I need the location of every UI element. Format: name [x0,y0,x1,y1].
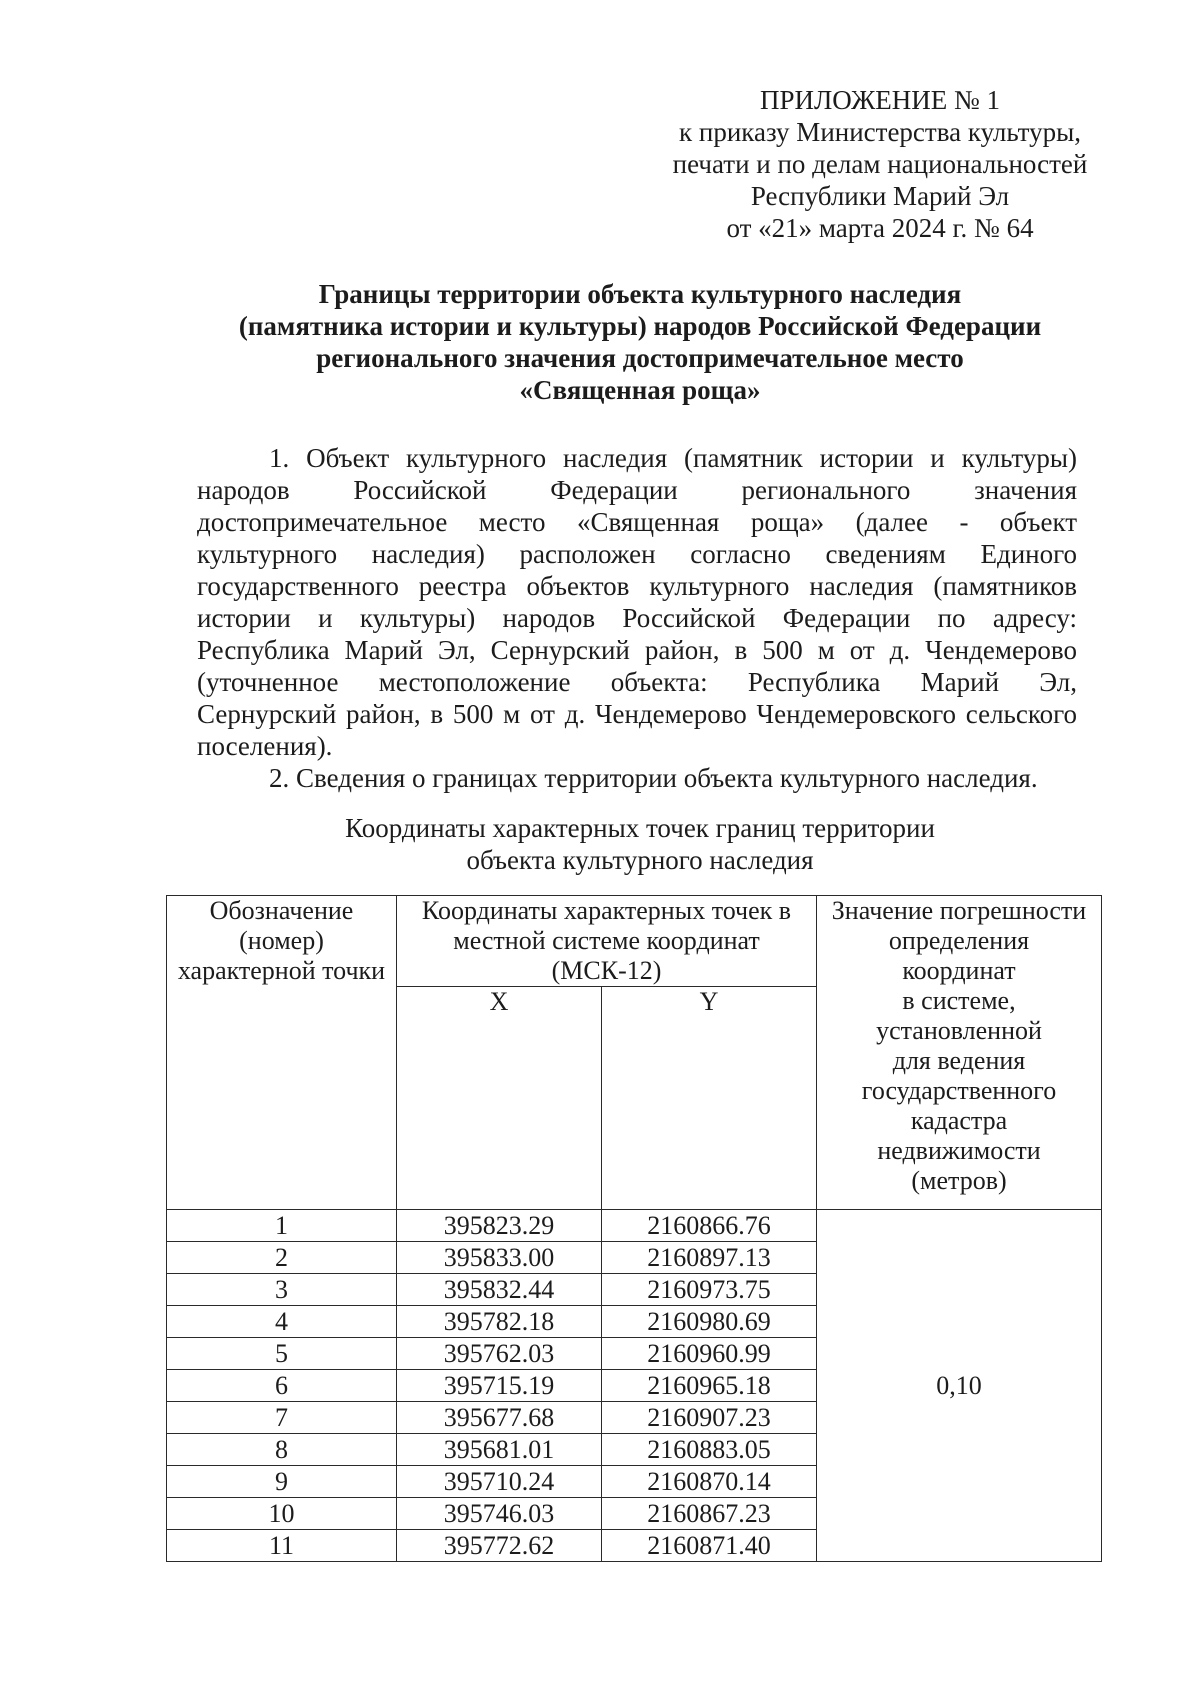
body-line: 1. Объект культурного наследия (памятник истории и культуры) [269,443,1077,473]
header-x: X [397,987,602,1210]
cell-x: 395762.03 [397,1338,602,1370]
body-line: государственного реестра объектов культурного наследия (памятников [197,571,1077,601]
appendix-line: к приказу Министерства культуры, [679,117,1081,147]
header-error-line: для ведения [892,1046,1026,1075]
header-error-line: Значение погрешности [831,896,1087,925]
body-line: достопримечательное место «Священная роща» (далее - объект [197,507,1077,537]
cell-number: 6 [167,1370,397,1402]
body-paragraphs [197,442,1077,794]
cell-number: 1 [167,1210,397,1242]
header-error-line: определения [888,926,1030,955]
cell-x: 395681.01 [397,1434,602,1466]
body-line: истории и культуры) народов Российской Федерации по адресу: [197,603,1077,633]
title-line: Границы территории объекта культурного наследия [318,279,962,309]
cell-y: 2160870.14 [602,1466,817,1498]
document-title [150,278,1130,406]
cell-number: 11 [167,1530,397,1562]
cell-x: 395833.00 [397,1242,602,1274]
cell-y: 2160980.69 [602,1306,817,1338]
caption-line: Координаты характерных точек границ территории [345,813,935,843]
cell-number: 4 [167,1306,397,1338]
title-line: регионального значения достопримечательное место [316,343,964,373]
header-error-line: координат [902,956,1016,985]
cell-number: 10 [167,1498,397,1530]
appendix-line: от «21» марта 2024 г. № 64 [726,213,1034,243]
caption-line: объекта культурного наследия [466,845,814,875]
appendix-line: Республики Марий Эл [750,181,1010,211]
body-line: Сернурский район, в 500 м от д. Чендемерово Чендемеровского сельского [197,699,1077,729]
cell-y: 2160907.23 [602,1402,817,1434]
table-row [167,1210,1102,1242]
cell-y: 2160960.99 [602,1338,817,1370]
cell-x: 395823.29 [397,1210,602,1242]
cell-x: 395710.24 [397,1466,602,1498]
title-line: (памятника истории и культуры) народов Российской Федерации [238,311,1042,341]
cell-x: 395715.19 [397,1370,602,1402]
cell-x: 395746.03 [397,1498,602,1530]
cell-y: 2160867.23 [602,1498,817,1530]
header-error-line: установленной [876,1016,1042,1045]
cell-number: 8 [167,1434,397,1466]
cell-y: 2160897.13 [602,1242,817,1274]
title-line: «Священная роща» [519,375,761,405]
cell-error-value: 0,10 [817,1210,1102,1562]
cell-number: 2 [167,1242,397,1274]
body-line: поселения). [197,731,333,761]
cell-x: 395832.44 [397,1274,602,1306]
cell-y: 2160883.05 [602,1434,817,1466]
body-line: Республика Марий Эл, Сернурский район, в 500 м от д. Чендемерово [197,635,1077,665]
body-line: (уточненное местоположение объекта: Республика Марий Эл, [197,667,1077,697]
cell-y: 2160973.75 [602,1274,817,1306]
appendix-header [640,84,1120,244]
body-line: народов Российской Федерации регионального значения [197,475,1077,505]
cell-number: 9 [167,1466,397,1498]
table-caption [150,812,1130,876]
header-error [817,896,1102,1210]
cell-y: 2160871.40 [602,1530,817,1562]
header-y: Y [602,987,817,1210]
coordinates-table [166,895,1102,1562]
cell-x: 395677.68 [397,1402,602,1434]
appendix-line: печати и по делам национальностей [672,149,1088,179]
appendix-line: ПРИЛОЖЕНИЕ № 1 [759,85,1001,115]
cell-number: 5 [167,1338,397,1370]
header-coordinates: Координаты характерных точек в местной системе координат (МСК-12) [397,896,817,987]
cell-x: 395772.62 [397,1530,602,1562]
header-error-line: (метров) [911,1166,1007,1195]
header-error-line: в системе, [902,986,1016,1015]
header-error-line: недвижимости [877,1136,1041,1165]
cell-number: 7 [167,1402,397,1434]
body-line: 2. Сведения о границах территории объекта культурного наследия. [269,763,1038,793]
cell-number: 3 [167,1274,397,1306]
body-line: культурного наследия) расположен согласно сведениям Единого [197,539,1077,569]
header-error-line: государственного [861,1076,1057,1105]
cell-y: 2160866.76 [602,1210,817,1242]
header-error-line: кадастра [910,1106,1008,1135]
header-point-number: Обозначение (номер) характерной точки [167,896,397,1210]
cell-y: 2160965.18 [602,1370,817,1402]
cell-x: 395782.18 [397,1306,602,1338]
